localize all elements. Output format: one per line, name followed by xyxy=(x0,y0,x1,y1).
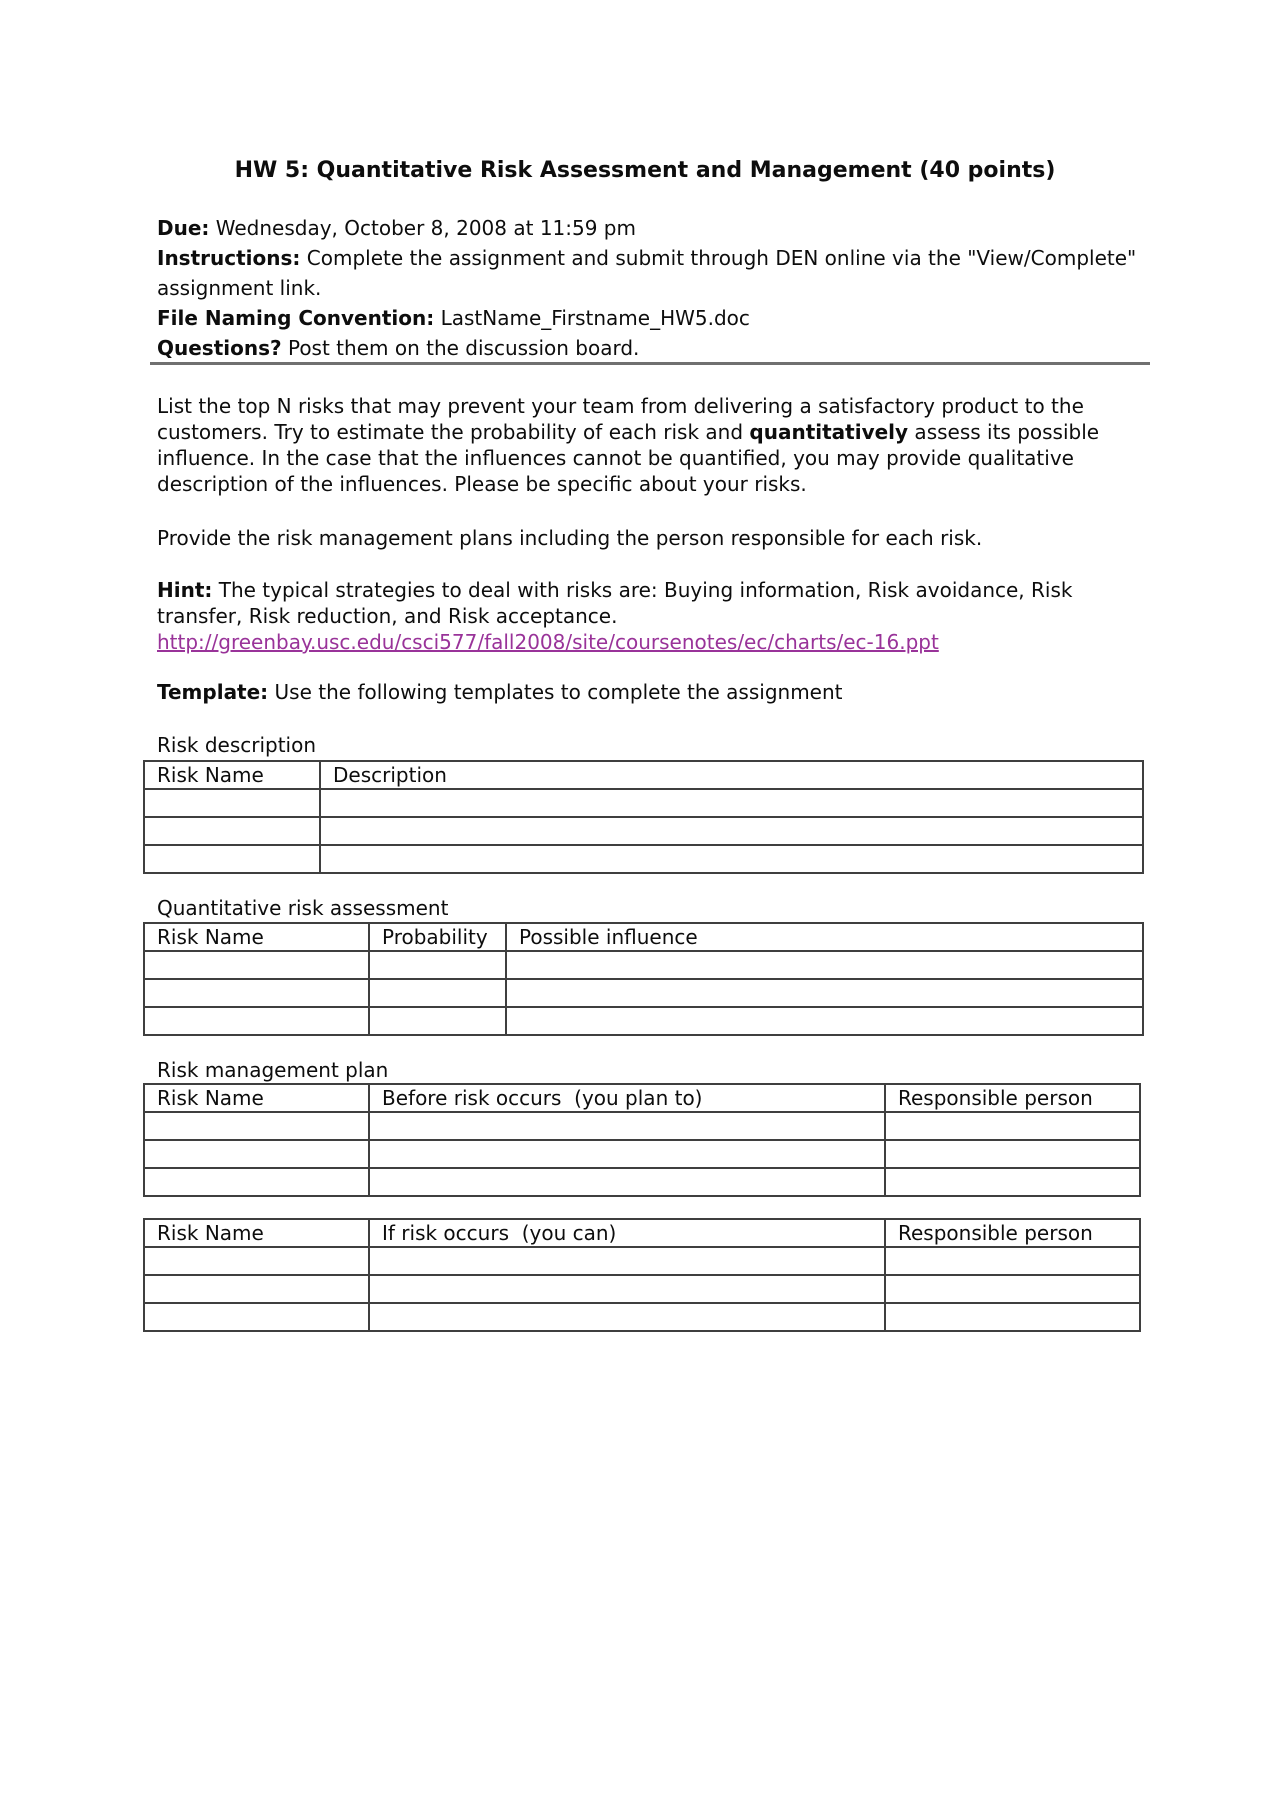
questions-line xyxy=(157,333,1137,363)
questions-value: Post them on the discussion board. xyxy=(281,336,640,360)
empty-cell xyxy=(369,1303,885,1331)
hint-label: Hint: xyxy=(157,578,213,602)
table-row xyxy=(144,1275,1140,1303)
empty-cell xyxy=(885,1275,1140,1303)
intro-paragraph xyxy=(157,393,1137,497)
header-cell-before-risk-occurs: Before risk occurs (you plan to) xyxy=(369,1084,885,1112)
risk-management-if-table xyxy=(143,1218,1141,1332)
empty-cell xyxy=(144,1303,369,1331)
hint-text: The typical strategies to deal with risks are: Buying information, Risk avoidance, Risk transfer, Risk reduction, and Risk acceptance. xyxy=(157,578,1073,628)
header-cell-risk-name: Risk Name xyxy=(144,1219,369,1247)
table-header-row xyxy=(144,923,1143,951)
empty-cell xyxy=(144,789,320,817)
table-row xyxy=(144,1140,1140,1168)
template-label: Template: xyxy=(157,680,269,704)
file-naming-value: LastName_Firstname_HW5.doc xyxy=(434,306,750,330)
table-row xyxy=(144,1303,1140,1331)
header-cell-risk-name: Risk Name xyxy=(144,1084,369,1112)
empty-cell xyxy=(885,1140,1140,1168)
header-cell-probability: Probability xyxy=(369,923,506,951)
empty-cell xyxy=(885,1247,1140,1275)
table-header-row xyxy=(144,1219,1140,1247)
empty-cell xyxy=(144,1140,369,1168)
table-row xyxy=(144,951,1143,979)
empty-cell xyxy=(885,1303,1140,1331)
due-value: Wednesday, October 8, 2008 at 11:59 pm xyxy=(209,216,636,240)
table-header-row xyxy=(144,761,1143,789)
document-title: HW 5: Quantitative Risk Assessment and Management (40 points) xyxy=(234,158,1056,183)
table-row xyxy=(144,789,1143,817)
due-line xyxy=(157,213,1137,243)
template-paragraph xyxy=(157,679,1137,705)
risk-description-caption: Risk description xyxy=(157,733,317,757)
header-cell-if-risk-occurs: If risk occurs (you can) xyxy=(369,1219,885,1247)
header-cell-risk-name: Risk Name xyxy=(144,923,369,951)
table-header-row xyxy=(144,1084,1140,1112)
empty-cell xyxy=(369,1168,885,1196)
table-row xyxy=(144,1247,1140,1275)
table-row xyxy=(144,817,1143,845)
plans-paragraph: Provide the risk management plans including the person responsible for each risk. xyxy=(157,526,983,550)
due-label: Due: xyxy=(157,216,210,240)
risk-management-plan-caption: Risk management plan xyxy=(157,1058,389,1082)
empty-cell xyxy=(144,951,369,979)
header-cell-responsible-person: Responsible person xyxy=(885,1219,1140,1247)
hint-paragraph xyxy=(157,577,1137,655)
empty-cell xyxy=(506,979,1143,1007)
intro-text-post: assess its possible influence. In the case that the influences cannot be quantified, you may provide qualitative description of the influences. Please be specific about your risks. xyxy=(157,420,1100,496)
header-cell-risk-name: Risk Name xyxy=(144,761,320,789)
intro-text-pre: List the top N risks that may prevent your team from delivering a satisfactory product to the customers. Try to estimate the probability of each risk and xyxy=(157,394,1084,444)
empty-cell xyxy=(506,951,1143,979)
empty-cell xyxy=(885,1168,1140,1196)
empty-cell xyxy=(144,979,369,1007)
empty-cell xyxy=(369,951,506,979)
empty-cell xyxy=(144,1007,369,1035)
empty-cell xyxy=(144,1168,369,1196)
table-row xyxy=(144,1168,1140,1196)
empty-cell xyxy=(369,1112,885,1140)
hint-link-line xyxy=(157,629,1137,655)
empty-cell xyxy=(320,789,1143,817)
risk-description-table xyxy=(143,760,1144,874)
file-naming-label: File Naming Convention: xyxy=(157,306,435,330)
header-cell-responsible-person: Responsible person xyxy=(885,1084,1140,1112)
empty-cell xyxy=(369,1140,885,1168)
table-row xyxy=(144,979,1143,1007)
questions-label: Questions? xyxy=(157,336,282,360)
quantitative-risk-assessment-table xyxy=(143,922,1144,1036)
coursenotes-link[interactable]: http://greenbay.usc.edu/csci577/fall2008/site/coursenotes/ec/charts/ec-16.ppt xyxy=(157,630,939,654)
empty-cell xyxy=(506,1007,1143,1035)
instructions-line xyxy=(157,243,1137,303)
empty-cell xyxy=(320,817,1143,845)
empty-cell xyxy=(369,1275,885,1303)
empty-cell xyxy=(144,845,320,873)
risk-management-before-table xyxy=(143,1083,1141,1197)
empty-cell xyxy=(885,1112,1140,1140)
assignment-header-block xyxy=(157,213,1137,363)
empty-cell xyxy=(144,1247,369,1275)
intro-text-bold: quantitatively xyxy=(749,420,909,444)
empty-cell xyxy=(144,1275,369,1303)
quantitative-risk-caption: Quantitative risk assessment xyxy=(157,896,449,920)
empty-cell xyxy=(369,1247,885,1275)
empty-cell xyxy=(369,1007,506,1035)
section-divider xyxy=(150,362,1150,365)
header-cell-description: Description xyxy=(320,761,1143,789)
instructions-label: Instructions: xyxy=(157,246,301,270)
table-row xyxy=(144,1112,1140,1140)
file-naming-line xyxy=(157,303,1137,333)
table-row xyxy=(144,1007,1143,1035)
instructions-value: Complete the assignment and submit through DEN online via the "View/Complete" assignment link. xyxy=(157,246,1137,300)
empty-cell xyxy=(144,817,320,845)
template-text: Use the following templates to complete the assignment xyxy=(268,680,843,704)
empty-cell xyxy=(369,979,506,1007)
header-cell-possible-influence: Possible influence xyxy=(506,923,1143,951)
table-row xyxy=(144,845,1143,873)
empty-cell xyxy=(144,1112,369,1140)
empty-cell xyxy=(320,845,1143,873)
